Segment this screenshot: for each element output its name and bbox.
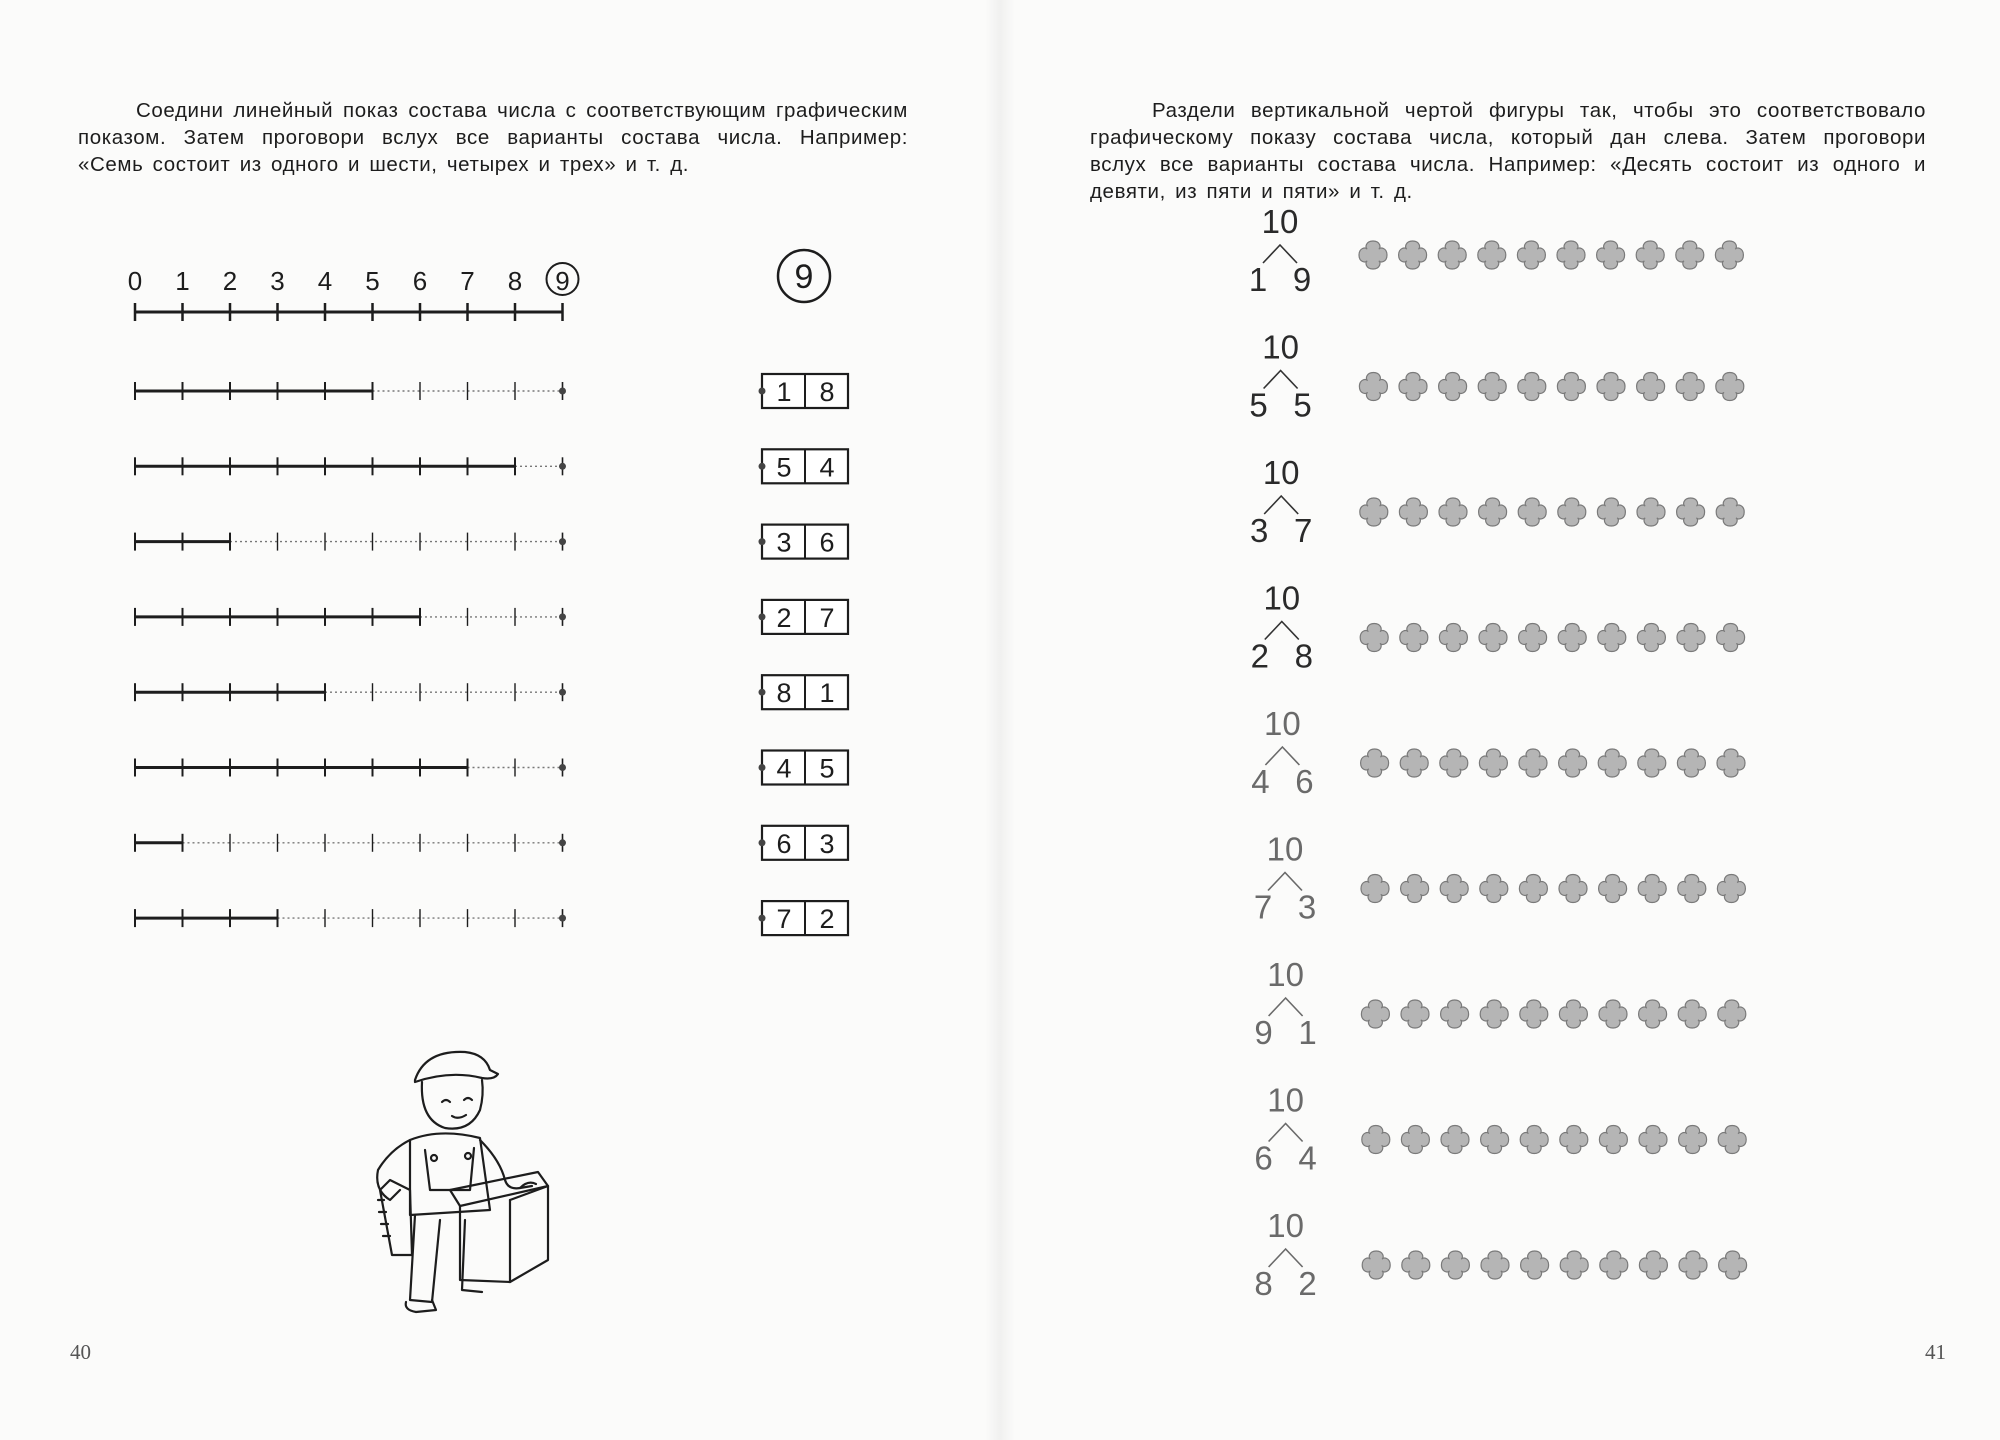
- flower-shape[interactable]: [1600, 1251, 1628, 1279]
- segment-row: [135, 382, 566, 400]
- flower-shape[interactable]: [1677, 624, 1705, 652]
- page-number-left: 40: [70, 1340, 91, 1364]
- flower-shape[interactable]: [1636, 241, 1664, 269]
- flower-shape[interactable]: [1481, 1126, 1509, 1154]
- pair-box[interactable]: [759, 901, 849, 935]
- segment-end-dot: [559, 538, 566, 545]
- button: [431, 1155, 437, 1161]
- flower-shape[interactable]: [1519, 624, 1547, 652]
- flower-shape[interactable]: [1441, 1126, 1469, 1154]
- segment-end-dot: [559, 388, 566, 395]
- flower-shape[interactable]: [1479, 624, 1507, 652]
- segment-end-dot: [559, 613, 566, 620]
- flower-shape[interactable]: [1361, 1000, 1389, 1028]
- flower-shape[interactable]: [1520, 1126, 1548, 1154]
- flower-shape[interactable]: [1479, 498, 1507, 526]
- flower-shape[interactable]: [1560, 1251, 1588, 1279]
- row-part-a: 7: [1253, 888, 1273, 926]
- pair-box-dot: [759, 839, 766, 846]
- flower-shape[interactable]: [1399, 373, 1427, 401]
- flower-shape[interactable]: [1521, 1251, 1549, 1279]
- segment-row: [135, 759, 566, 777]
- flower-shape[interactable]: [1481, 1251, 1509, 1279]
- boy-sawing-board-icon: [377, 1052, 548, 1312]
- flower-shape[interactable]: [1599, 875, 1627, 903]
- row-part-b: 2: [1298, 1265, 1317, 1302]
- ruler-label-4: 4: [317, 266, 333, 296]
- leg-left: [410, 1215, 440, 1302]
- flower-shape[interactable]: [1597, 241, 1625, 269]
- row-part-b: 3: [1297, 888, 1317, 926]
- flower-shape[interactable]: [1676, 373, 1704, 401]
- flower-shape[interactable]: [1558, 498, 1586, 526]
- flower-shape[interactable]: [1678, 1000, 1706, 1028]
- pair-box[interactable]: [759, 751, 849, 785]
- flower-shape[interactable]: [1559, 1000, 1587, 1028]
- pair-box-b: 7: [819, 602, 835, 633]
- flower-shape[interactable]: [1362, 1126, 1390, 1154]
- flower-shape[interactable]: [1478, 373, 1506, 401]
- arm-left: [377, 1140, 410, 1200]
- pair-box-dot: [759, 538, 766, 545]
- flower-shape[interactable]: [1361, 749, 1389, 777]
- ruler-label-9: 9: [555, 266, 570, 296]
- cap: [415, 1052, 498, 1082]
- target-number: 9: [794, 258, 814, 296]
- flower-shape[interactable]: [1400, 749, 1428, 777]
- pair-box-b: 5: [819, 753, 835, 784]
- row-part-a: 8: [1254, 1265, 1273, 1302]
- pair-box-dot: [759, 764, 766, 771]
- flower-shape[interactable]: [1599, 1126, 1627, 1154]
- flower-shape[interactable]: [1557, 241, 1585, 269]
- flower-shape[interactable]: [1518, 498, 1546, 526]
- segment-row: [135, 834, 566, 852]
- composition-row: [1249, 329, 1743, 424]
- pair-box[interactable]: [759, 374, 849, 408]
- flower-shape[interactable]: [1638, 875, 1666, 903]
- bench-side: [510, 1186, 548, 1282]
- flower-shape[interactable]: [1719, 1251, 1747, 1279]
- flower-shape[interactable]: [1480, 875, 1508, 903]
- segment-row: [135, 457, 566, 475]
- ruler-label-7: 7: [460, 266, 475, 296]
- arm-right: [480, 1140, 532, 1188]
- ruler-label-5: 5: [365, 266, 380, 296]
- flower-shape[interactable]: [1717, 875, 1745, 903]
- row-part-a: 1: [1248, 261, 1268, 298]
- flower-shape[interactable]: [1520, 1000, 1548, 1028]
- pair-box-dot: [759, 463, 766, 470]
- row-part-a: 9: [1254, 1014, 1273, 1051]
- flower-shape[interactable]: [1399, 241, 1427, 269]
- ruler-label-8: 8: [507, 266, 523, 296]
- flower-shape[interactable]: [1597, 498, 1625, 526]
- flower-shape[interactable]: [1439, 498, 1467, 526]
- flower-shape[interactable]: [1597, 373, 1625, 401]
- composition-row: [1254, 831, 1746, 926]
- segment-end-dot: [559, 463, 566, 470]
- flower-shape[interactable]: [1402, 1251, 1430, 1279]
- ruler-label-1: 1: [175, 266, 190, 296]
- flower-shape[interactable]: [1441, 1251, 1469, 1279]
- flower-shape[interactable]: [1360, 624, 1388, 652]
- ruler-label-0: 0: [127, 266, 143, 296]
- flower-shape[interactable]: [1400, 624, 1428, 652]
- row-total: 10: [1264, 705, 1301, 742]
- segment-row: [135, 909, 566, 927]
- pair-box[interactable]: [759, 675, 849, 709]
- pair-box-b: 8: [819, 377, 835, 407]
- pair-box-dot: [759, 915, 766, 922]
- flower-shape[interactable]: [1439, 624, 1467, 652]
- face-features: [442, 1098, 472, 1118]
- flower-shape[interactable]: [1401, 1126, 1429, 1154]
- flower-shape[interactable]: [1557, 373, 1585, 401]
- flower-shape[interactable]: [1441, 1000, 1469, 1028]
- flower-shape[interactable]: [1480, 1000, 1508, 1028]
- pair-box-a: 6: [776, 828, 792, 859]
- composition-row: [1254, 1207, 1746, 1302]
- flower-shape[interactable]: [1440, 875, 1468, 903]
- row-part-b: 8: [1294, 637, 1313, 675]
- flower-shape[interactable]: [1717, 749, 1745, 777]
- pair-box-a: 7: [776, 904, 792, 935]
- row-part-b: 4: [1298, 1139, 1317, 1177]
- ruler-label-6: 6: [412, 266, 428, 296]
- row-total: 10: [1262, 328, 1299, 366]
- pair-box-a: 5: [776, 452, 792, 483]
- flower-shape[interactable]: [1559, 875, 1587, 903]
- flower-shape[interactable]: [1598, 624, 1626, 652]
- flower-shape[interactable]: [1639, 1251, 1667, 1279]
- flower-shape[interactable]: [1401, 1000, 1429, 1028]
- page-number-right: 41: [1925, 1340, 1946, 1364]
- flower-shape[interactable]: [1359, 373, 1387, 401]
- flower-shape[interactable]: [1478, 241, 1506, 269]
- flower-shape[interactable]: [1598, 749, 1626, 777]
- pair-box-b: 1: [819, 678, 835, 709]
- pair-box-b: 4: [819, 452, 835, 483]
- pair-box-dot: [759, 613, 766, 620]
- pair-box-b: 6: [819, 527, 835, 558]
- flower-shape[interactable]: [1716, 498, 1744, 526]
- flower-shape[interactable]: [1718, 1000, 1746, 1028]
- flower-shape[interactable]: [1438, 241, 1466, 269]
- pair-box-dot: [759, 689, 766, 696]
- flower-shape[interactable]: [1401, 875, 1429, 903]
- composition-row: [1251, 705, 1745, 800]
- composition-row: [1254, 956, 1745, 1051]
- shape-split-exercise: [1000, 0, 2000, 1440]
- flower-shape[interactable]: [1639, 1126, 1667, 1154]
- segment-end-dot: [559, 839, 566, 846]
- right-page: [1000, 0, 2000, 1440]
- flower-shape[interactable]: [1519, 875, 1547, 903]
- ruler-label-3: 3: [270, 266, 285, 296]
- pair-box-b: 2: [819, 904, 835, 935]
- row-part-b: 1: [1298, 1014, 1317, 1051]
- row-total: 10: [1263, 579, 1301, 617]
- composition-row: [1251, 580, 1745, 675]
- row-total: 10: [1262, 454, 1300, 491]
- row-part-a: 4: [1251, 763, 1270, 800]
- flower-shape[interactable]: [1559, 749, 1587, 777]
- composition-row: [1249, 203, 1744, 298]
- pair-box-a: 1: [776, 377, 792, 407]
- row-part-b: 5: [1293, 386, 1312, 424]
- segment-end-dot: [559, 764, 566, 771]
- flower-shape[interactable]: [1479, 749, 1507, 777]
- row-part-b: 9: [1292, 261, 1312, 298]
- pair-box-a: 2: [776, 602, 792, 633]
- flower-shape[interactable]: [1677, 749, 1705, 777]
- row-part-b: 6: [1295, 763, 1314, 800]
- composition-row: [1254, 1082, 1746, 1177]
- flower-shape[interactable]: [1676, 241, 1704, 269]
- row-total: 10: [1267, 956, 1304, 993]
- flower-shape[interactable]: [1362, 1251, 1390, 1279]
- pair-box-dot: [759, 388, 766, 395]
- flower-shape[interactable]: [1518, 373, 1546, 401]
- segment-row: [135, 683, 566, 701]
- flower-shape[interactable]: [1638, 749, 1666, 777]
- flower-shape[interactable]: [1716, 373, 1744, 401]
- flower-shape[interactable]: [1639, 1000, 1667, 1028]
- row-part-a: 6: [1254, 1139, 1273, 1177]
- pair-box-b: 3: [819, 828, 835, 859]
- row-part-a: 3: [1250, 512, 1269, 549]
- flower-shape[interactable]: [1599, 1000, 1627, 1028]
- flower-shape[interactable]: [1679, 1126, 1707, 1154]
- segment-end-dot: [559, 915, 566, 922]
- row-part-a: 5: [1249, 386, 1268, 424]
- flower-shape[interactable]: [1679, 1251, 1707, 1279]
- flower-shape[interactable]: [1715, 241, 1743, 269]
- segment-row: [135, 608, 566, 626]
- flower-shape[interactable]: [1439, 373, 1467, 401]
- pair-box-a: 3: [776, 527, 792, 558]
- flower-shape[interactable]: [1519, 749, 1547, 777]
- flower-shape[interactable]: [1361, 875, 1389, 903]
- flower-shape[interactable]: [1517, 241, 1545, 269]
- pair-box[interactable]: [759, 449, 849, 483]
- flower-shape[interactable]: [1717, 624, 1745, 652]
- ruler-label-2: 2: [222, 266, 238, 296]
- pair-box[interactable]: [759, 600, 849, 634]
- flower-shape[interactable]: [1637, 498, 1665, 526]
- pair-box[interactable]: [759, 525, 849, 559]
- right-instruction: Раздели вертикальной чертой фигуры так, чтобы это соответствовало графическому показу состава числа, который дан слева. Затем проговори вслух все варианты состава числа. Например: «Десять состоит из одного и девяти, из пяти и пяти» и т. д.: [1090, 98, 1926, 203]
- flower-shape[interactable]: [1637, 373, 1665, 401]
- flower-shape[interactable]: [1399, 498, 1427, 526]
- pair-box-a: 4: [776, 753, 792, 784]
- flower-shape[interactable]: [1677, 498, 1705, 526]
- flower-shape[interactable]: [1637, 624, 1665, 652]
- flower-shape[interactable]: [1359, 241, 1387, 269]
- button: [465, 1153, 471, 1159]
- flower-shape[interactable]: [1560, 1126, 1588, 1154]
- flower-shape[interactable]: [1360, 498, 1388, 526]
- row-part-a: 2: [1250, 637, 1269, 675]
- flower-shape[interactable]: [1718, 1126, 1746, 1154]
- saw-blade: [380, 1180, 412, 1255]
- row-total: 10: [1267, 1081, 1304, 1119]
- row-part-b: 7: [1294, 512, 1313, 549]
- left-instruction: Соедини линейный показ состава числа с соответствующим графическим показом. Затем проговори вслух все варианты состава числа. Например: «Семь состоит из одного и шести, четырех и трех» и т. д.: [78, 98, 908, 176]
- pair-box[interactable]: [759, 826, 849, 860]
- segment-row: [135, 533, 566, 551]
- segment-end-dot: [559, 689, 566, 696]
- pair-box-a: 8: [776, 678, 792, 709]
- flower-shape[interactable]: [1678, 875, 1706, 903]
- row-total: 10: [1267, 1207, 1304, 1244]
- face: [422, 1080, 483, 1129]
- composition-row: [1250, 454, 1744, 549]
- flower-shape[interactable]: [1558, 624, 1586, 652]
- flower-shape[interactable]: [1440, 749, 1468, 777]
- row-total: 10: [1261, 203, 1299, 240]
- row-total: 10: [1266, 830, 1304, 868]
